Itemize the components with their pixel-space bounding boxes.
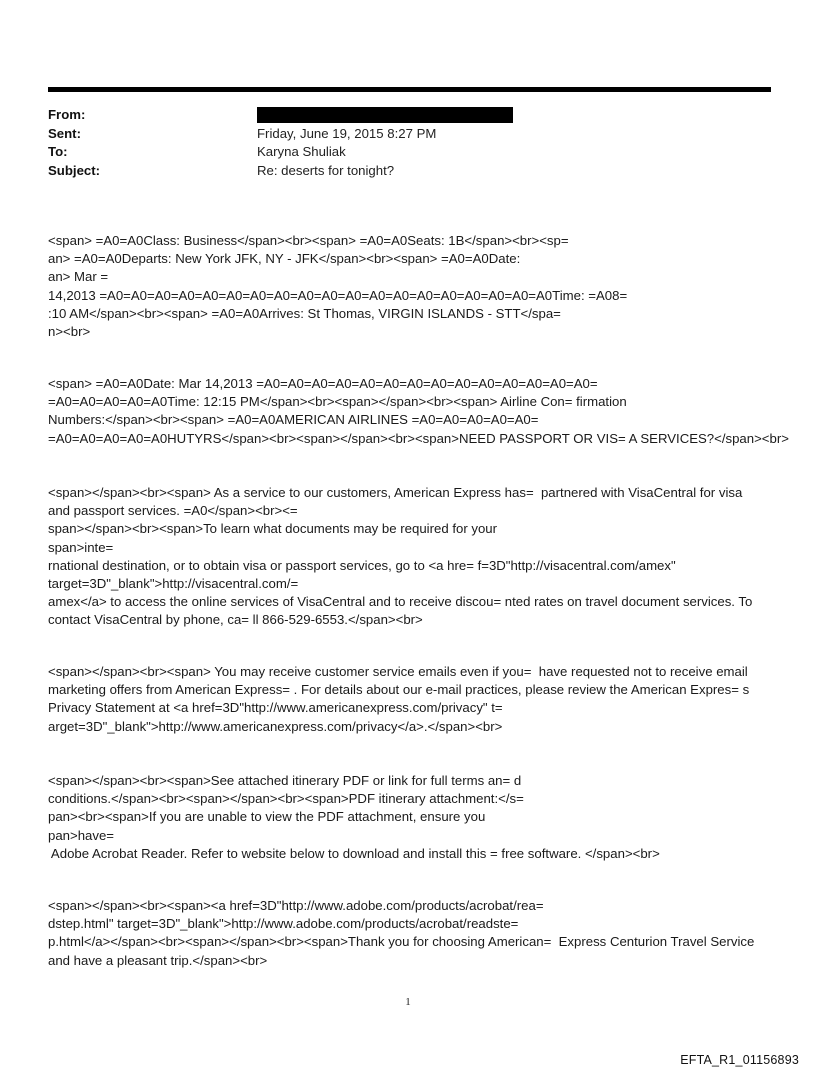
from-row [48, 106, 768, 125]
sent-row [48, 125, 768, 144]
body-line: <span> =A0=A0Class: Business</span><br><span> =A0=A0Seats: 1B</span><br><sp= [48, 233, 569, 248]
body-line: =A0=A0=A0=A0=A0HUTYRS</span><br><span></span><br><span>NEED PASSPORT OR VIS= A SERVICES?</span><br> [48, 430, 789, 446]
body-line: and have a pleasant trip.</span><br> [48, 952, 268, 968]
body-line: and passport services. =A0</span><br><= [48, 503, 298, 519]
body-paragraph-privacy [48, 663, 768, 736]
body-line: p.html</a></span><br><span></span><br><span>Thank you for choosing American= Express Centurion Travel Service [48, 934, 755, 950]
body-paragraph-return-flight [48, 375, 789, 448]
body-line: target=3D"_blank">http://visacentral.com/= [48, 576, 299, 592]
subject-value: Re: deserts for tonight? [257, 162, 395, 178]
body-line: <span></span><br><span>See attached itinerary PDF or link for full terms an= d [48, 773, 522, 788]
body-line: Privacy Statement at <a href=3D"http://www.americanexpress.com/privacy" t= [48, 700, 503, 716]
body-line: <span> =A0=A0Date: Mar 14,2013 =A0=A0=A0=A0=A0=A0=A0=A0=A0=A0=A0=A0=A0=A0= [48, 376, 598, 391]
body-paragraph-visa-services [48, 484, 768, 630]
body-line: n><br> [48, 324, 91, 340]
body-line: =A0=A0=A0=A0=A0Time: 12:15 PM</span><br><span></span><br><span> Airline Con= firmation [48, 394, 627, 410]
email-header [48, 106, 768, 180]
body-line: pan><br><span>If you are unable to view the PDF attachment, ensure you [48, 809, 486, 825]
body-line: Adobe Acrobat Reader. Refer to website below to download and install this = free software. </span><br> [48, 845, 660, 861]
body-line: amex</a> to access the online services of VisaCentral and to receive discou= nted rates on travel document services. To [48, 594, 753, 610]
body-line: <span></span><br><span> As a service to our customers, American Express has= partnered with VisaCentral for visa [48, 485, 743, 500]
to-label: To: [48, 144, 68, 159]
body-line: marketing offers from American Express= . For details about our e-mail practices, please review the American Expres= s [48, 682, 750, 698]
subject-row [48, 162, 768, 181]
header-divider-rule [48, 87, 771, 92]
body-line: Numbers:</span><br><span> =A0=A0AMERICAN AIRLINES =A0=A0=A0=A0=A0= [48, 412, 539, 428]
sent-label: Sent: [48, 125, 81, 141]
redaction-bar [257, 107, 513, 123]
body-paragraph-flight-details [48, 232, 768, 341]
sent-value: Friday, June 19, 2015 8:27 PM [257, 125, 437, 141]
body-line: rnational destination, or to obtain visa or passport services, go to <a hre= f=3D"http://visacentral.com/amex" [48, 557, 676, 573]
body-line: pan>have= [48, 827, 115, 843]
body-line: span>inte= [48, 539, 114, 555]
page-number: 1 [405, 996, 411, 1008]
body-paragraph-acrobat-link [48, 897, 768, 970]
body-line: <span></span><br><span> You may receive customer service emails even if you= have requested not to receive email [48, 664, 748, 679]
subject-label: Subject: [48, 162, 101, 178]
to-row [48, 143, 768, 162]
body-paragraph-pdf-itinerary [48, 772, 768, 863]
from-label: From: [48, 107, 86, 122]
to-value: Karyna Shuliak [257, 144, 346, 159]
body-line: an> Mar = [48, 269, 109, 285]
body-line: span></span><br><span>To learn what documents may be required for your [48, 521, 498, 537]
body-line: conditions.</span><br><span></span><br><span>PDF itinerary attachment:</s= [48, 791, 524, 807]
bates-number: EFTA_R1_01156893 [680, 1053, 799, 1067]
body-line: contact VisaCentral by phone, ca= ll 866-529-6553.</span><br> [48, 612, 423, 628]
body-line: dstep.html" target=3D"_blank">http://www.adobe.com/products/acrobat/readste= [48, 916, 519, 932]
from-value-redacted [257, 106, 513, 125]
body-line: 14,2013 =A0=A0=A0=A0=A0=A0=A0=A0=A0=A0=A0=A0=A0=A0=A0=A0=A0=A0=A0Time: =A08= [48, 287, 628, 303]
body-line: an> =A0=A0Departs: New York JFK, NY - JFK</span><br><span> =A0=A0Date: [48, 251, 521, 267]
body-line: :10 AM</span><br><span> =A0=A0Arrives: St Thomas, VIRGIN ISLANDS - STT</spa= [48, 305, 561, 321]
body-line: arget=3D"_blank">http://www.americanexpress.com/privacy</a>.</span><br> [48, 718, 503, 734]
body-line: <span></span><br><span><a href=3D"http://www.adobe.com/products/acrobat/rea= [48, 898, 544, 913]
